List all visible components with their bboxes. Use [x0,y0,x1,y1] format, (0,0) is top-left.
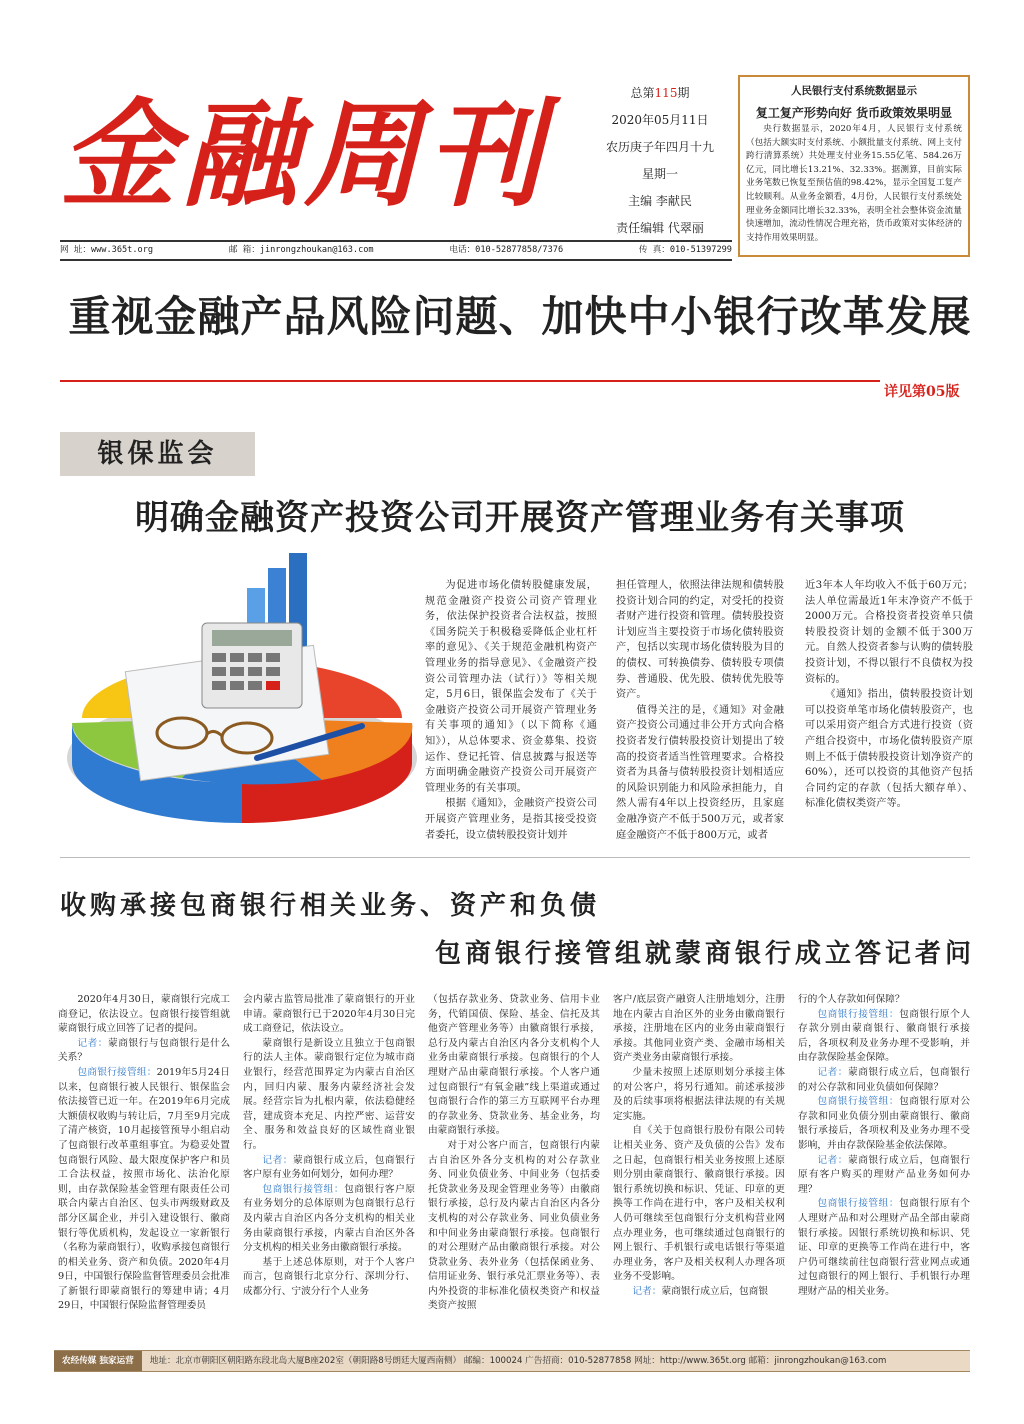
paragraph [428,993,600,1139]
article1-column-2 [616,578,784,840]
issue-number-value: 115 [654,86,678,100]
paragraph-text: 客户/底层资产融资人注册地划分，注册地在内蒙古自治区外的业务由徽商银行承接，注册地在区内的业务由蒙商银行承接。其他同业资产类、金融市场相关资产类业务由蒙商银行承接。 [613,994,785,1064]
paragraph-text: 蒙商银行与包商银行是什么关系？ [58,1037,230,1064]
paragraph [798,1197,970,1299]
paragraph-text: （包括存款业务、贷款业务、信用卡业务，代销国债、保险、基金、信托及其他资产管理业务等）由徽商银行承接，总行及内蒙古自治区内各分支机构个人业务由蒙商银行承接。包商银行的个人理财产品由蒙商银行承接。个人客户通过包商银行“有氧金融”线上渠道或通过包商银行合作的第三方互联网平台办理的存款业务、贷款业务、基金业务，均由蒙商银行承接。 [428,994,600,1137]
article1-column-3 [805,578,973,840]
data-panel [738,75,970,257]
illustration-svg [62,548,420,830]
article2-column-2 [243,993,415,1343]
issue-info [590,80,730,242]
main-headline[interactable]: 重视金融产品风险问题、加快中小银行改革发展 [68,292,972,341]
section-tag: 银保监会 [60,432,255,476]
speaker-label: 记者： [817,1154,849,1166]
paragraph-text: 对于对公客户而言，包商银行内蒙古自治区外各分支机构的对公存款业务、同业负债业务、中间业务（包括委托贷款业务及现金管理业务等）由徽商银行承接，总行及内蒙古自治区内各分支机构的对公存款业务、同业负债业务和中间业务由蒙商银行承接。包商银行的对公理财产品由徽商银行承接。对公贷款业务、表外业务（包括保函业务、信用证业务、银行承兑汇票业务等）、表内外投资的非标准化债权类资产和权益类资产按照 [428,1139,600,1312]
footer-bar [54,1350,970,1372]
paragraph [798,1095,970,1153]
paragraph [243,1183,415,1256]
paragraph [243,1256,415,1300]
website[interactable]: 网 址：www.365t.org [60,245,154,255]
masthead-title: 金融周刊 [60,87,548,223]
data-panel-body: 央行数据显示，2020年4月，人民银行支付系统（包括大额实时支付系统、小额批量支付系统、网上支付跨行清算系统）共处理支付业务15.55亿笔、584.26万亿元，同比增长13.21%、32.33%。据测算，目前实际业务笔数已恢复至预估值的98.42%，显示全国复工复产比较顺利。从业务金额看，4月份，人民银行支付系统处理业务金额同比增长32.33%，表明全社会整体资金流量快速增加，流动性情况合理充裕，货币政策对实体经济的支持作用效果明显。 [746,124,962,243]
article2-column-3 [428,993,600,1343]
paragraph-text: 蒙商银行成立后，包商银行的对公存款和同业负债如何保障？ [798,1066,970,1093]
paragraph: 值得关注的是，《通知》对金融资产投资公司通过非公开方式向合格投资者发行债转股投资计划提出了较高的投资者适当性管理要求。合格投资者为具备与债转股投资计划相适应的风险识别能力和风险承担能力，自然人需有4年以上投资经历，且家庭金融净资产不低于500万元，或者家庭金融资产不低于800万元，或者 [616,704,784,840]
paragraph [798,993,970,1008]
paragraph [243,1037,415,1154]
paragraph-text: 包商银行原有个人理财产品和对公理财产品全部由蒙商银行承接。因银行系统切换和标识、凭证、印章的更换等工作尚在进行中，客户仍可继续前往包商银行营业网点或通过包商银行的网上银行、手机银行办理理财产品的相关业务。 [798,1198,970,1297]
paragraph-text: 基于上述总体原则，对于个人客户而言，包商银行北京分行、深圳分行、成都分行、宁波分行个人业务 [243,1256,415,1297]
paragraph [613,1285,785,1300]
paragraph-text: 包商银行原个人存款分别由蒙商银行、徽商银行承接后，各项权利及业务办理不受影响，并由存款保险基金保障。 [798,1008,970,1064]
paragraph [798,1154,970,1198]
issue-suffix: 期 [677,86,690,100]
fax: 传 真：010-51397299 [638,245,732,255]
contact-info-row [60,240,732,261]
issue-weekday: 星期一 [641,167,678,181]
paragraph [58,993,230,1037]
paragraph-text: 包商银行原对公存款和同业负债分别由蒙商银行、徽商银行承接后，各项权利及业务办理不受影响，并由存款保险基金依法保障。 [798,1096,970,1151]
paragraph-text: 会内蒙古监管局批准了蒙商银行的开业申请。蒙商银行已于2020年4月30日完成工商登记，依法设立。 [243,994,415,1035]
duty-editor: 责任编辑 代翠丽 [616,221,704,235]
finance-illustration [62,548,420,830]
paragraph [243,993,415,1037]
paragraph [58,1066,230,1314]
issue-number [590,80,730,107]
article2-column-4 [613,993,785,1343]
article2-subheadline[interactable]: 包商银行接管组就蒙商银行成立答记者问 [434,939,975,969]
chief-editor: 主编 李献民 [628,194,692,208]
paragraph-text: 蒙商银行成立后，包商银行客户原有业务如何划分，如何办理？ [243,1154,415,1181]
paragraph-text: 自《关于包商银行股份有限公司转让相关业务、资产及负债的公告》发布之日起，包商银行相关业务按照上述原则分别由蒙商银行、徽商银行承接。因银行系统切换和标识、凭证、印章的更换等工作尚在进行中，客户及相关权利人仍可继续至包商银行分支机构营业网点办理业务，也可继续通过包商银行的网上银行、手机银行或电话银行等渠道办理业务，客户及相关权利人办理各项业务不受影响。 [613,1125,785,1283]
paragraph-text: 蒙商银行是新设立且独立于包商银行的法人主体。蒙商银行定位为城市商业银行，经营范围界定为内蒙古自治区内，回归内蒙、服务内蒙经济社会发展。经营宗旨为扎根内蒙，依法稳健经营，建成资本充足、内控严密、运营安全、服务和效益良好的区域性商业银行。 [243,1037,415,1151]
red-divider [60,380,880,382]
paragraph: 担任管理人，依照法律法规和债转股投资计划合同的约定，对受托的投资者财产进行投资和管理。债转股投资计划应当主要投资于市场化债转股资产，包括以实现市场化债转股为目的的债权、可转换债券、债转股专项债券、普通股、优先股、债转优先股等资产。 [616,580,784,701]
speaker-label: 包商银行接管组： [262,1183,345,1195]
speaker-label: 记者： [817,1066,849,1078]
issue-date: 2020年05月11日 [611,113,709,127]
paragraph-text: 2020年4月30日，蒙商银行完成工商登记，依法设立。包商银行接管组就蒙商银行成立回答了记者的提问。 [58,994,230,1035]
section-divider [60,857,970,858]
article2-headline[interactable]: 收购承接包商银行相关业务、资产和负债 [60,891,601,921]
paragraph [428,1139,600,1314]
paragraph-text: 蒙商银行成立后，包商银行原有客户购买的理财产品业务如何办理？ [798,1154,970,1195]
issue-lunar-date: 农历庚子年四月十九 [605,140,714,154]
paragraph-text: 少量未按照上述原则划分承接主体的对公客户，将另行通知。前述承接涉及的后续事项将根据法律法规的有关规定实施。 [613,1066,785,1122]
data-panel-title: 复工复产形势向好 货币政策效果明显 [755,106,953,120]
issue-prefix: 总第 [630,86,655,100]
paragraph-text: 包商银行客户原有业务划分的总体原则为包商银行总行及内蒙古自治区内各分支机构的相关业务由蒙商银行承接，内蒙古自治区外各分支机构的相关业务由徽商银行承接。 [243,1183,415,1254]
email[interactable]: 邮 箱：jinrongzhoukan@163.com [228,245,374,255]
footer-address: 地址：北京市朝阳区朝阳路东段北岛大厦B座202室（朝阳路8号朗廷大厦西南侧） 邮编：100024 广告招商：010-52877858 网址：http://www.365t.org 邮箱：jinrongzhoukan@163.com [149,1356,887,1366]
paragraph [798,1008,970,1066]
paragraph-text: 蒙商银行成立后，包商银 [661,1285,769,1297]
paragraph: 近3年本人年均收入不低于60万元；法人单位需最近1年末净资产不低于2000万元。合格投资者投资单只债转股投资计划的金额不低于300万元。自然人投资者参与认购的债转股投资计划，不得以银行不良债权为投资标的。 [805,580,973,685]
paragraph [613,1124,785,1285]
paragraph [243,1154,415,1183]
speaker-label: 包商银行接管组： [77,1066,157,1078]
paragraph [613,1066,785,1124]
article2-column-1 [58,993,230,1343]
data-panel-label: 人民银行支付系统数据显示 [791,85,917,97]
article-headline[interactable]: 明确金融资产投资公司开展资产管理业务有关事项 [135,498,905,538]
paragraph [613,993,785,1066]
paragraph-text: 2019年5月24日以来，包商银行被人民银行、银保监会依法接管已近一年。在2019年6月完成大额债权收购与转让后，7月至9月完成了清产核资，10月起接管预导小组启动了包商银行改革重组事宜。为稳妥处置包商银行风险、最大限度保护客户和员工合法权益，按照市场化、法治化原则，由存款保险基金管理有限责任公司联合内蒙古自治区、包头市两级财政及部分区属企业，并引入建设银行、徽商银行等优质机构，发起设立一家新银行（名称为蒙商银行），收购承接包商银行的相关业务、资产和负债。2020年4月9日，中国银行保险监督管理委员会批准了新银行即蒙商银行的筹建申请；4月29日，中国银行保险监督管理委员 [58,1066,230,1312]
paragraph [798,1066,970,1095]
paragraph-text: 行的个人存款如何保障？ [798,994,905,1005]
footer-brand: 农经传媒 独家运营 [54,1351,142,1371]
paragraph: 《通知》指出，债转股投资计划可以投资单笔市场化债转股资产，也可以采用资产组合方式进行投资（资产组合投资中，市场化债转股资产原则上不低于债转股投资计划净资产的60%），还可以投资的其他资产包括合同约定的存款（包括大额存单）、标准化债权类资产等。 [805,689,973,810]
speaker-label: 记者： [632,1285,662,1297]
speaker-label: 包商银行接管组： [817,1198,900,1210]
speaker-label: 包商银行接管组： [817,1096,900,1108]
article2-column-5 [798,993,970,1343]
paragraph: 为促进市场化债转股健康发展，规范金融资产投资公司资产管理业务，依法保护投资者合法权益，按照《国务院关于积极稳妥降低企业杠杆率的意见》、《关于规范金融机构资产管理业务的指导意见》、《金融资产投资公司管理办法（试行）》等相关规定，5月6日，银保监会发布了《关于金融资产投资公司开展资产管理业务有关事项的通知》（以下简称《通知》），从总体要求、资金募集、投资运作、登记托管、信息披露与报送等方面明确金融资产投资公司开展资产管理业务的有关事项。 [425,580,597,794]
see-page-reference[interactable]: 详见第05版 [884,384,960,400]
speaker-label: 记者： [77,1037,109,1049]
paragraph [58,1037,230,1066]
paragraph: 根据《通知》，金融资产投资公司开展资产管理业务，是指其接受投资者委托，设立债转股投资计划并 [425,798,597,840]
speaker-label: 记者： [262,1154,294,1166]
speaker-label: 包商银行接管组： [817,1008,900,1020]
phone: 电话：010-52877858/7376 [449,245,564,255]
article1-column-1 [425,578,597,840]
